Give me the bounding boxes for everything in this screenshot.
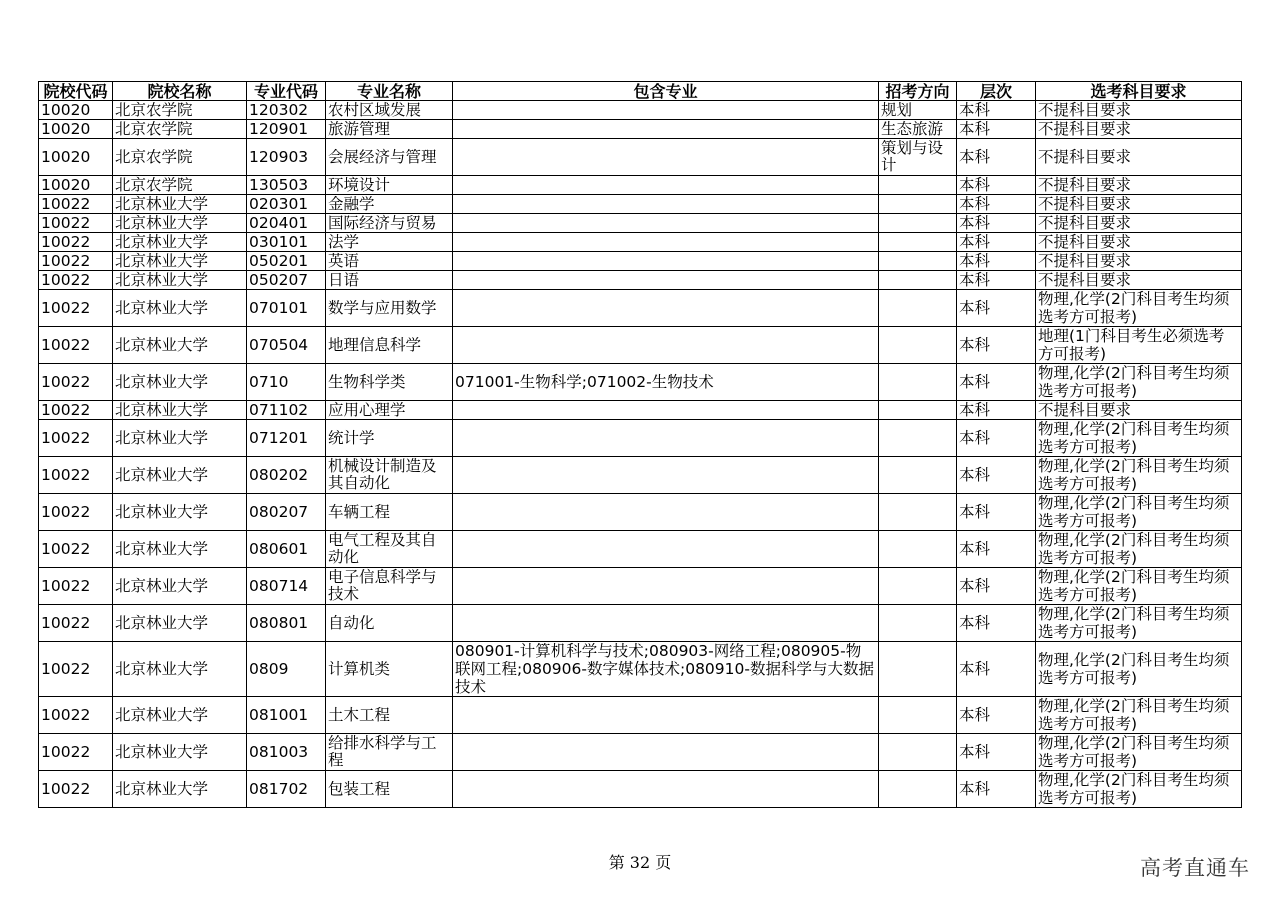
cell-subject-requirement: 物理,化学(2门科目考生均须选考方可报考) (1036, 290, 1242, 327)
cell-included-majors (453, 494, 879, 531)
cell-major-code: 080801 (247, 605, 326, 642)
cell-included-majors (453, 139, 879, 176)
cell-subject-requirement: 物理,化学(2门科目考生均须选考方可报考) (1036, 605, 1242, 642)
cell-included-majors (453, 457, 879, 494)
cell-subject-requirement: 物理,化学(2门科目考生均须选考方可报考) (1036, 734, 1242, 771)
cell-major-name: 日语 (326, 271, 453, 290)
table-row (39, 214, 1242, 233)
cell-major-name: 电气工程及其自动化 (326, 531, 453, 568)
table-row (39, 290, 1242, 327)
col-header-direction: 招考方向 (879, 82, 957, 101)
cell-included-majors (453, 568, 879, 605)
table-body (39, 101, 1242, 808)
cell-major-code: 120302 (247, 101, 326, 120)
cell-included-majors (453, 120, 879, 139)
cell-direction (879, 252, 957, 271)
cell-subject-requirement: 不提科目要求 (1036, 401, 1242, 420)
cell-major-name: 环境设计 (326, 176, 453, 195)
col-header-level: 层次 (957, 82, 1036, 101)
cell-school-name: 北京农学院 (113, 120, 247, 139)
cell-major-code: 030101 (247, 233, 326, 252)
cell-school-code: 10022 (39, 195, 113, 214)
cell-major-name: 统计学 (326, 420, 453, 457)
cell-major-code: 081702 (247, 771, 326, 808)
cell-direction: 生态旅游 (879, 120, 957, 139)
cell-subject-requirement: 物理,化学(2门科目考生均须选考方可报考) (1036, 494, 1242, 531)
cell-school-code: 10022 (39, 457, 113, 494)
cell-level: 本科 (957, 252, 1036, 271)
table-row (39, 401, 1242, 420)
cell-major-name: 机械设计制造及其自动化 (326, 457, 453, 494)
cell-direction: 策划与设计 (879, 139, 957, 176)
table-row (39, 605, 1242, 642)
cell-included-majors (453, 252, 879, 271)
cell-school-code: 10022 (39, 494, 113, 531)
cell-school-name: 北京林业大学 (113, 214, 247, 233)
cell-major-code: 120901 (247, 120, 326, 139)
cell-subject-requirement: 不提科目要求 (1036, 271, 1242, 290)
table-row (39, 642, 1242, 697)
cell-school-name: 北京林业大学 (113, 531, 247, 568)
table-row (39, 195, 1242, 214)
table-row (39, 139, 1242, 176)
cell-included-majors (453, 531, 879, 568)
watermark: 高考直通车 (1140, 856, 1250, 880)
cell-subject-requirement: 不提科目要求 (1036, 139, 1242, 176)
cell-direction (879, 327, 957, 364)
cell-direction (879, 771, 957, 808)
cell-direction: 规划 (879, 101, 957, 120)
cell-included-majors (453, 327, 879, 364)
cell-level: 本科 (957, 697, 1036, 734)
cell-level: 本科 (957, 101, 1036, 120)
cell-included-majors: 071001-生物科学;071002-生物技术 (453, 364, 879, 401)
cell-school-name: 北京林业大学 (113, 401, 247, 420)
cell-subject-requirement: 不提科目要求 (1036, 214, 1242, 233)
cell-school-name: 北京林业大学 (113, 233, 247, 252)
cell-level: 本科 (957, 290, 1036, 327)
cell-major-code: 080202 (247, 457, 326, 494)
cell-included-majors (453, 176, 879, 195)
cell-school-name: 北京林业大学 (113, 734, 247, 771)
cell-major-name: 旅游管理 (326, 120, 453, 139)
cell-major-name: 英语 (326, 252, 453, 271)
cell-level: 本科 (957, 568, 1036, 605)
cell-subject-requirement: 物理,化学(2门科目考生均须选考方可报考) (1036, 568, 1242, 605)
cell-level: 本科 (957, 327, 1036, 364)
col-header-included-majors: 包含专业 (453, 82, 879, 101)
cell-school-name: 北京林业大学 (113, 364, 247, 401)
cell-included-majors (453, 101, 879, 120)
cell-school-code: 10022 (39, 214, 113, 233)
cell-level: 本科 (957, 271, 1036, 290)
cell-included-majors: 080901-计算机科学与技术;080903-网络工程;080905-物联网工程;080906-数字媒体技术;080910-数据科学与大数据技术 (453, 642, 879, 697)
table-row (39, 271, 1242, 290)
cell-school-code: 10022 (39, 420, 113, 457)
cell-included-majors (453, 195, 879, 214)
cell-school-code: 10022 (39, 252, 113, 271)
cell-level: 本科 (957, 642, 1036, 697)
cell-subject-requirement: 物理,化学(2门科目考生均须选考方可报考) (1036, 531, 1242, 568)
cell-school-name: 北京林业大学 (113, 494, 247, 531)
table-row (39, 494, 1242, 531)
table-row (39, 101, 1242, 120)
cell-major-name: 车辆工程 (326, 494, 453, 531)
cell-school-code: 10020 (39, 101, 113, 120)
cell-major-code: 120903 (247, 139, 326, 176)
cell-major-name: 自动化 (326, 605, 453, 642)
cell-school-code: 10022 (39, 233, 113, 252)
cell-school-name: 北京林业大学 (113, 642, 247, 697)
cell-level: 本科 (957, 531, 1036, 568)
cell-major-code: 071201 (247, 420, 326, 457)
cell-direction (879, 642, 957, 697)
cell-school-code: 10022 (39, 364, 113, 401)
cell-major-name: 应用心理学 (326, 401, 453, 420)
cell-level: 本科 (957, 195, 1036, 214)
cell-level: 本科 (957, 457, 1036, 494)
cell-included-majors (453, 420, 879, 457)
cell-school-code: 10022 (39, 271, 113, 290)
cell-level: 本科 (957, 605, 1036, 642)
cell-subject-requirement: 物理,化学(2门科目考生均须选考方可报考) (1036, 697, 1242, 734)
cell-major-code: 050207 (247, 271, 326, 290)
cell-included-majors (453, 214, 879, 233)
table-row (39, 327, 1242, 364)
cell-included-majors (453, 290, 879, 327)
col-header-school-code: 院校代码 (39, 82, 113, 101)
cell-subject-requirement: 不提科目要求 (1036, 195, 1242, 214)
cell-major-name: 农村区域发展 (326, 101, 453, 120)
cell-direction (879, 531, 957, 568)
cell-subject-requirement: 不提科目要求 (1036, 120, 1242, 139)
cell-subject-requirement: 地理(1门科目考生必须选考方可报考) (1036, 327, 1242, 364)
table-row (39, 176, 1242, 195)
cell-school-code: 10022 (39, 771, 113, 808)
cell-major-code: 070504 (247, 327, 326, 364)
cell-major-name: 数学与应用数学 (326, 290, 453, 327)
cell-subject-requirement: 不提科目要求 (1036, 176, 1242, 195)
table-row (39, 364, 1242, 401)
table-row (39, 771, 1242, 808)
cell-included-majors (453, 734, 879, 771)
cell-school-code: 10022 (39, 531, 113, 568)
cell-level: 本科 (957, 214, 1036, 233)
cell-included-majors (453, 697, 879, 734)
cell-major-name: 国际经济与贸易 (326, 214, 453, 233)
cell-school-name: 北京林业大学 (113, 697, 247, 734)
cell-school-name: 北京林业大学 (113, 252, 247, 271)
cell-school-code: 10020 (39, 139, 113, 176)
cell-major-code: 081003 (247, 734, 326, 771)
cell-subject-requirement: 不提科目要求 (1036, 233, 1242, 252)
cell-school-name: 北京农学院 (113, 101, 247, 120)
cell-included-majors (453, 771, 879, 808)
cell-major-name: 计算机类 (326, 642, 453, 697)
cell-school-name: 北京林业大学 (113, 271, 247, 290)
cell-school-name: 北京林业大学 (113, 195, 247, 214)
cell-school-code: 10020 (39, 120, 113, 139)
cell-major-code: 0809 (247, 642, 326, 697)
cell-direction (879, 605, 957, 642)
cell-subject-requirement: 不提科目要求 (1036, 101, 1242, 120)
cell-major-name: 地理信息科学 (326, 327, 453, 364)
table-row (39, 457, 1242, 494)
admission-table (38, 81, 1242, 808)
cell-major-name: 会展经济与管理 (326, 139, 453, 176)
cell-included-majors (453, 605, 879, 642)
cell-level: 本科 (957, 364, 1036, 401)
cell-school-name: 北京农学院 (113, 176, 247, 195)
cell-school-code: 10022 (39, 568, 113, 605)
cell-major-name: 法学 (326, 233, 453, 252)
cell-school-name: 北京林业大学 (113, 568, 247, 605)
cell-major-code: 130503 (247, 176, 326, 195)
cell-level: 本科 (957, 401, 1036, 420)
cell-subject-requirement: 物理,化学(2门科目考生均须选考方可报考) (1036, 420, 1242, 457)
col-header-subject-requirement: 选考科目要求 (1036, 82, 1242, 101)
cell-direction (879, 176, 957, 195)
cell-included-majors (453, 233, 879, 252)
cell-major-code: 020301 (247, 195, 326, 214)
cell-major-code: 070101 (247, 290, 326, 327)
cell-major-code: 020401 (247, 214, 326, 233)
cell-subject-requirement: 物理,化学(2门科目考生均须选考方可报考) (1036, 642, 1242, 697)
cell-direction (879, 195, 957, 214)
cell-level: 本科 (957, 734, 1036, 771)
cell-school-name: 北京林业大学 (113, 605, 247, 642)
cell-direction (879, 364, 957, 401)
cell-major-code: 071102 (247, 401, 326, 420)
cell-direction (879, 457, 957, 494)
cell-school-name: 北京农学院 (113, 139, 247, 176)
cell-level: 本科 (957, 120, 1036, 139)
cell-level: 本科 (957, 233, 1036, 252)
cell-major-name: 金融学 (326, 195, 453, 214)
cell-subject-requirement: 物理,化学(2门科目考生均须选考方可报考) (1036, 771, 1242, 808)
cell-school-code: 10022 (39, 290, 113, 327)
cell-school-code: 10020 (39, 176, 113, 195)
col-header-major-code: 专业代码 (247, 82, 326, 101)
cell-direction (879, 401, 957, 420)
table-row (39, 531, 1242, 568)
cell-direction (879, 271, 957, 290)
cell-school-name: 北京林业大学 (113, 457, 247, 494)
cell-major-name: 包装工程 (326, 771, 453, 808)
cell-major-name: 电子信息科学与技术 (326, 568, 453, 605)
cell-direction (879, 233, 957, 252)
cell-school-name: 北京林业大学 (113, 420, 247, 457)
cell-major-code: 081001 (247, 697, 326, 734)
cell-school-name: 北京林业大学 (113, 327, 247, 364)
cell-subject-requirement: 不提科目要求 (1036, 252, 1242, 271)
cell-school-code: 10022 (39, 327, 113, 364)
cell-school-name: 北京林业大学 (113, 290, 247, 327)
table-row (39, 233, 1242, 252)
cell-major-code: 080207 (247, 494, 326, 531)
header-row (39, 82, 1242, 101)
cell-major-name: 土木工程 (326, 697, 453, 734)
cell-level: 本科 (957, 771, 1036, 808)
cell-direction (879, 290, 957, 327)
cell-level: 本科 (957, 494, 1036, 531)
cell-major-code: 0710 (247, 364, 326, 401)
cell-subject-requirement: 物理,化学(2门科目考生均须选考方可报考) (1036, 457, 1242, 494)
cell-direction (879, 568, 957, 605)
page-number: 第 32 页 (608, 853, 672, 872)
cell-major-code: 080601 (247, 531, 326, 568)
cell-school-code: 10022 (39, 642, 113, 697)
cell-major-name: 给排水科学与工程 (326, 734, 453, 771)
cell-direction (879, 494, 957, 531)
table-row (39, 568, 1242, 605)
cell-major-code: 050201 (247, 252, 326, 271)
cell-subject-requirement: 物理,化学(2门科目考生均须选考方可报考) (1036, 364, 1242, 401)
cell-school-code: 10022 (39, 605, 113, 642)
cell-level: 本科 (957, 420, 1036, 457)
cell-direction (879, 697, 957, 734)
cell-direction (879, 420, 957, 457)
table-row (39, 252, 1242, 271)
table-row (39, 697, 1242, 734)
table-row (39, 420, 1242, 457)
cell-direction (879, 734, 957, 771)
cell-direction (879, 214, 957, 233)
cell-included-majors (453, 271, 879, 290)
table-row (39, 120, 1242, 139)
cell-school-code: 10022 (39, 734, 113, 771)
col-header-major-name: 专业名称 (326, 82, 453, 101)
cell-school-code: 10022 (39, 401, 113, 420)
cell-school-code: 10022 (39, 697, 113, 734)
cell-school-name: 北京林业大学 (113, 771, 247, 808)
cell-major-code: 080714 (247, 568, 326, 605)
cell-included-majors (453, 401, 879, 420)
table-row (39, 734, 1242, 771)
col-header-school-name: 院校名称 (113, 82, 247, 101)
cell-major-name: 生物科学类 (326, 364, 453, 401)
cell-level: 本科 (957, 139, 1036, 176)
cell-level: 本科 (957, 176, 1036, 195)
